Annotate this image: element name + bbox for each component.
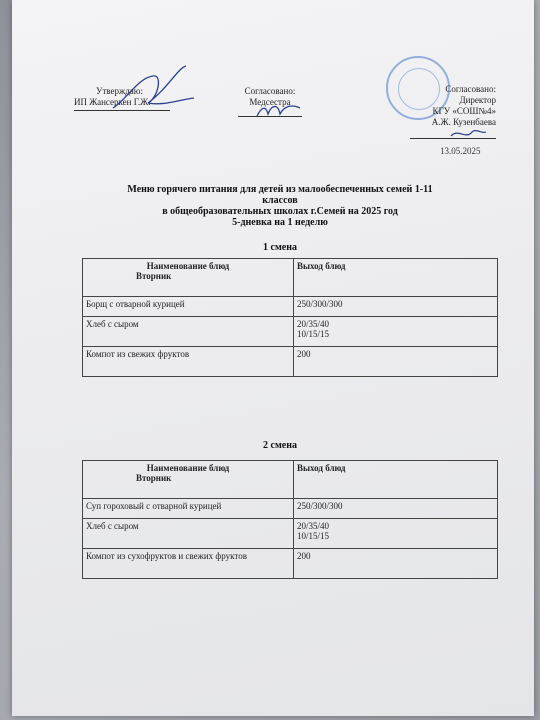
title-line-4: 5-дневка на 1 неделю [232, 217, 328, 228]
yield-cell: 200 [294, 347, 498, 377]
director-title: Директор [459, 95, 496, 105]
nurse-signature [254, 100, 304, 122]
table-header-row [83, 461, 498, 499]
dish-name-header [83, 259, 294, 297]
table-row [83, 519, 498, 549]
title-line-1: Меню горячего питания для детей из малообеспеченных семей 1-11 [127, 184, 433, 195]
yield-line-1: 20/35/40 [297, 521, 330, 531]
yield-line-1: 20/35/40 [297, 319, 330, 329]
shift-1-label: 1 смена [263, 242, 297, 253]
yield-header: Выход блюд [294, 259, 498, 297]
title-line-3: в общеобразовательных школах г.Семей на 2025 год [162, 206, 398, 217]
agreed-director-label: Согласовано: [445, 84, 496, 94]
table-row [83, 297, 498, 317]
agreed-nurse-label: Согласовано: [244, 86, 296, 96]
table-row [83, 549, 498, 579]
table-row [83, 347, 498, 377]
day-header-text: Вторник [136, 473, 172, 483]
yield-cell: 200 [294, 549, 498, 579]
dish-cell: Хлеб с сыром [83, 519, 294, 549]
approve-name: ИП Жансеркен Г.Ж. [74, 97, 151, 107]
yield-line-2: 10/15/15 [297, 531, 330, 541]
dish-cell: Хлеб с сыром [83, 317, 294, 347]
menu-title [60, 184, 500, 228]
director-signature [448, 126, 488, 142]
day-header-text: Вторник [136, 271, 172, 281]
approve-signature [108, 58, 198, 118]
title-line-2: классов [262, 195, 298, 206]
director-org: КГУ «СОШ№4» [432, 106, 496, 116]
yield-line-2: 10/15/15 [297, 329, 330, 339]
table-row [83, 317, 498, 347]
table-header-row [83, 259, 498, 297]
dish-name-header [83, 461, 294, 499]
dish-name-header-text: Наименование блюд [146, 463, 230, 473]
yield-cell: 250/300/300 [294, 297, 498, 317]
document-date: 13.05.2025 [440, 146, 481, 156]
shift-2-table [82, 460, 498, 579]
dish-cell: Борщ с отварной курицей [83, 297, 294, 317]
yield-cell [294, 317, 498, 347]
yield-cell: 250/300/300 [294, 499, 498, 519]
dish-cell: Суп гороховый с отварной курицей [83, 499, 294, 519]
shift-2-label: 2 смена [263, 440, 297, 451]
shift-1-table [82, 258, 498, 377]
yield-cell [294, 519, 498, 549]
dish-name-header-text: Наименование блюд [146, 261, 230, 271]
nurse-title: Медсестра [249, 97, 291, 107]
dish-cell: Компот из свежих фруктов [83, 347, 294, 377]
table-row [83, 499, 498, 519]
yield-header: Выход блюд [294, 461, 498, 499]
approve-label: Утверждаю: [96, 86, 144, 96]
dish-cell: Компот из сухофруктов и свежих фруктов [83, 549, 294, 579]
director-name: А.Ж. Кузенбаева [431, 117, 496, 127]
